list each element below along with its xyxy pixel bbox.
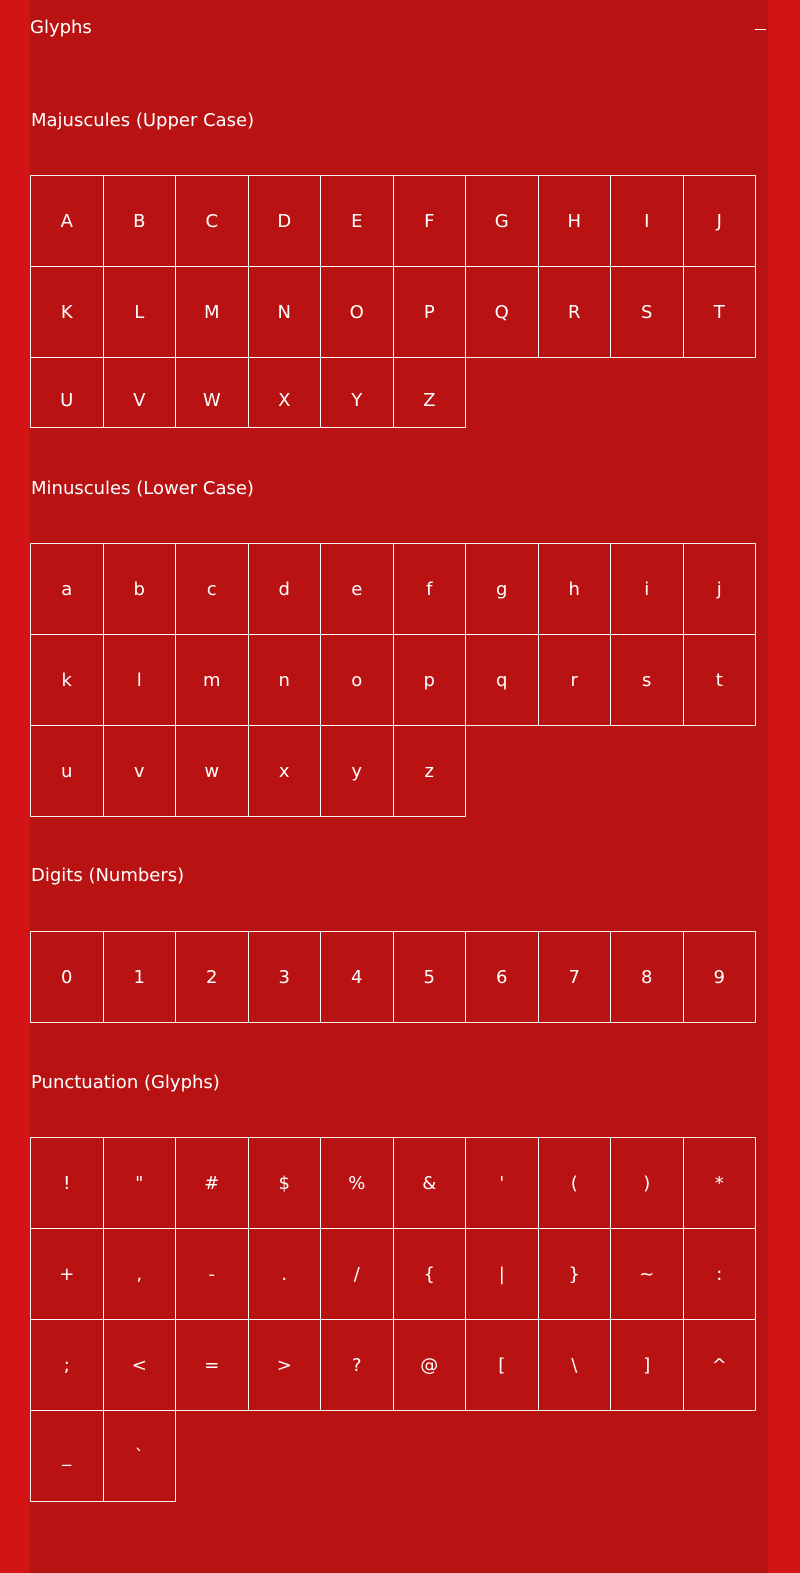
glyph-cell[interactable] <box>103 357 177 428</box>
glyph-char: | <box>498 1263 505 1285</box>
glyph-cell[interactable] <box>683 175 757 267</box>
glyph-cell[interactable] <box>393 634 467 726</box>
glyph-cell[interactable] <box>175 1228 249 1320</box>
glyph-char: Y <box>351 390 363 411</box>
glyph-cell[interactable] <box>393 1228 467 1320</box>
glyph-char: z <box>424 760 434 782</box>
glyph-cell[interactable] <box>393 266 467 358</box>
glyph-cell[interactable] <box>465 634 539 726</box>
glyph-cell[interactable] <box>465 543 539 635</box>
glyph-cell[interactable] <box>320 1137 394 1229</box>
glyph-char: 1 <box>133 966 145 988</box>
glyph-cell[interactable] <box>610 543 684 635</box>
glyph-char: & <box>422 1172 437 1194</box>
glyph-cell[interactable] <box>175 543 249 635</box>
glyph-cell[interactable] <box>465 1228 539 1320</box>
glyph-cell[interactable] <box>248 931 322 1023</box>
glyph-cell[interactable] <box>103 634 177 726</box>
section-heading-majuscules: Majuscules (Upper Case) <box>31 110 255 131</box>
glyph-char: ( <box>570 1172 578 1194</box>
glyph-cell[interactable] <box>30 175 104 267</box>
glyph-cell[interactable] <box>683 634 757 726</box>
glyph-cell[interactable] <box>538 1228 612 1320</box>
minimize-button[interactable] <box>752 14 768 42</box>
glyph-grid-punctuation <box>30 1137 755 1501</box>
glyph-cell[interactable] <box>320 725 394 817</box>
glyph-char: F <box>424 210 435 232</box>
glyph-char: 2 <box>206 966 218 988</box>
glyph-cell[interactable] <box>175 931 249 1023</box>
glyph-char: ; <box>63 1354 70 1376</box>
glyph-char: 8 <box>641 966 653 988</box>
glyph-char: u <box>61 760 73 782</box>
glyph-cell[interactable] <box>683 266 757 358</box>
glyph-cell[interactable] <box>30 1137 104 1229</box>
glyph-grid-minuscules <box>30 543 755 816</box>
glyph-cell[interactable] <box>175 175 249 267</box>
glyph-char: _ <box>62 1445 72 1467</box>
glyph-cell[interactable] <box>103 266 177 358</box>
glyph-grid-majuscules <box>30 175 755 448</box>
glyph-char: 9 <box>713 966 725 988</box>
panel-title: Glyphs <box>30 17 92 38</box>
section-heading-minuscules: Minuscules (Lower Case) <box>31 478 254 499</box>
glyph-char: . <box>281 1263 288 1285</box>
glyph-char: w <box>204 760 220 782</box>
glyph-char: M <box>203 301 220 323</box>
glyph-char: n <box>278 669 290 691</box>
glyph-char: O <box>349 301 364 323</box>
glyph-cell[interactable] <box>248 1319 322 1411</box>
glyph-char: < <box>131 1354 147 1376</box>
glyph-cell[interactable] <box>320 1228 394 1320</box>
glyph-char: > <box>276 1354 292 1376</box>
glyph-cell[interactable] <box>683 543 757 635</box>
glyph-char: 0 <box>61 966 73 988</box>
glyph-char: g <box>496 578 508 600</box>
glyph-char: K <box>60 301 73 323</box>
glyph-cell[interactable] <box>683 1137 757 1229</box>
glyph-cell[interactable] <box>175 725 249 817</box>
glyph-char: % <box>348 1172 366 1194</box>
glyph-char: 6 <box>496 966 508 988</box>
glyph-cell[interactable] <box>320 357 394 428</box>
glyph-char: J <box>716 210 722 232</box>
glyph-char: H <box>567 210 582 232</box>
glyph-cell[interactable] <box>103 725 177 817</box>
glyph-cell[interactable] <box>320 543 394 635</box>
glyph-cell[interactable] <box>393 931 467 1023</box>
glyph-cell[interactable] <box>30 931 104 1023</box>
right-edge-strip <box>768 0 800 1573</box>
glyph-cell[interactable] <box>248 725 322 817</box>
glyph-cell[interactable] <box>393 1319 467 1411</box>
glyph-cell[interactable] <box>393 1137 467 1229</box>
glyph-char: h <box>568 578 580 600</box>
glyphs-panel <box>30 0 768 1573</box>
glyph-cell[interactable] <box>465 1319 539 1411</box>
glyph-cell[interactable] <box>465 175 539 267</box>
glyph-cell[interactable] <box>175 357 249 428</box>
glyph-char: } <box>568 1263 580 1285</box>
glyph-char: ) <box>643 1172 651 1194</box>
title-bar <box>30 0 768 58</box>
glyph-cell[interactable] <box>175 266 249 358</box>
glyph-char: x <box>278 760 290 782</box>
glyph-cell[interactable] <box>320 266 394 358</box>
glyph-cell[interactable] <box>248 1228 322 1320</box>
glyph-cell[interactable] <box>610 634 684 726</box>
glyph-cell[interactable] <box>538 931 612 1023</box>
glyph-cell[interactable] <box>103 543 177 635</box>
glyph-char: P <box>423 301 435 323</box>
glyph-char: ! <box>63 1172 71 1194</box>
glyph-cell[interactable] <box>683 931 757 1023</box>
glyph-char: d <box>278 578 290 600</box>
glyph-char: A <box>60 210 73 232</box>
glyph-cell[interactable] <box>538 634 612 726</box>
glyph-cell[interactable] <box>175 634 249 726</box>
glyph-char: C <box>205 210 219 232</box>
glyph-char: p <box>423 669 435 691</box>
glyph-char: W <box>202 390 221 411</box>
glyph-cell[interactable] <box>30 543 104 635</box>
glyph-cell[interactable] <box>30 1228 104 1320</box>
glyph-char: # <box>204 1172 220 1194</box>
glyph-char: L <box>134 301 145 323</box>
glyph-cell[interactable] <box>103 1137 177 1229</box>
glyph-cell[interactable] <box>103 175 177 267</box>
glyph-cell[interactable] <box>538 543 612 635</box>
glyph-cell[interactable] <box>30 1410 104 1502</box>
glyph-char: f <box>426 578 433 600</box>
glyph-char: \ <box>571 1354 578 1376</box>
glyph-cell[interactable] <box>248 634 322 726</box>
glyph-cell[interactable] <box>610 1319 684 1411</box>
glyph-cell[interactable] <box>30 634 104 726</box>
glyph-char: j <box>716 578 722 600</box>
glyph-cell[interactable] <box>610 1137 684 1229</box>
glyph-cell[interactable] <box>610 931 684 1023</box>
glyph-char: S <box>641 301 653 323</box>
glyph-char: ^ <box>711 1354 727 1376</box>
glyph-char: V <box>133 390 146 411</box>
glyph-char: / <box>353 1263 360 1285</box>
glyph-cell[interactable] <box>320 634 394 726</box>
glyph-cell[interactable] <box>248 543 322 635</box>
glyph-char: Q <box>494 301 509 323</box>
glyph-char: 3 <box>278 966 290 988</box>
glyph-char: r <box>570 669 578 691</box>
glyph-cell[interactable] <box>103 931 177 1023</box>
section-heading-digits: Digits (Numbers) <box>31 865 185 886</box>
glyph-char: b <box>133 578 145 600</box>
glyph-char: m <box>202 669 221 691</box>
glyph-char: + <box>59 1263 75 1285</box>
glyph-cell[interactable] <box>103 1410 177 1502</box>
glyph-cell[interactable] <box>30 266 104 358</box>
glyph-cell[interactable] <box>30 725 104 817</box>
glyph-char: 4 <box>351 966 363 988</box>
glyph-char: ~ <box>639 1263 655 1285</box>
glyph-cell[interactable] <box>30 357 104 428</box>
glyph-char: Z <box>423 390 436 411</box>
glyph-cell[interactable] <box>683 1319 757 1411</box>
glyph-char: U <box>60 390 74 411</box>
glyph-cell[interactable] <box>175 1137 249 1229</box>
glyph-cell[interactable] <box>465 931 539 1023</box>
glyph-cell[interactable] <box>538 1319 612 1411</box>
glyph-char: a <box>61 578 73 600</box>
glyph-cell[interactable] <box>610 1228 684 1320</box>
glyph-char: 7 <box>568 966 580 988</box>
glyph-char: * <box>714 1172 724 1194</box>
glyph-cell[interactable] <box>103 1228 177 1320</box>
glyph-char: , <box>136 1263 143 1285</box>
glyph-cell[interactable] <box>465 1137 539 1229</box>
glyph-cell[interactable] <box>175 1319 249 1411</box>
glyph-char: v <box>133 760 145 782</box>
glyph-cell[interactable] <box>393 725 467 817</box>
glyph-char: I <box>644 210 650 232</box>
glyph-char: B <box>133 210 146 232</box>
glyph-cell[interactable] <box>320 1319 394 1411</box>
glyph-char: s <box>642 669 652 691</box>
glyph-cell[interactable] <box>538 175 612 267</box>
glyph-char: ] <box>643 1354 651 1376</box>
glyph-char: l <box>136 669 142 691</box>
glyph-char: T <box>713 301 725 323</box>
glyph-char: ` <box>134 1445 144 1467</box>
glyph-cell[interactable] <box>683 1228 757 1320</box>
glyph-cell[interactable] <box>538 266 612 358</box>
glyph-char: k <box>61 669 72 691</box>
glyph-char: G <box>494 210 509 232</box>
glyph-cell[interactable] <box>538 1137 612 1229</box>
glyph-cell[interactable] <box>320 175 394 267</box>
section-heading-punctuation: Punctuation (Glyphs) <box>31 1072 220 1093</box>
glyph-grid-digits <box>30 931 755 1022</box>
glyph-cell[interactable] <box>248 357 322 428</box>
glyph-char: o <box>351 669 363 691</box>
glyph-char: i <box>644 578 650 600</box>
glyph-char: 5 <box>423 966 435 988</box>
glyph-char: [ <box>498 1354 506 1376</box>
glyph-cell[interactable] <box>248 175 322 267</box>
glyph-char: y <box>351 760 363 782</box>
glyph-cell[interactable] <box>465 266 539 358</box>
glyph-char: e <box>351 578 363 600</box>
glyph-cell[interactable] <box>610 175 684 267</box>
glyph-char: $ <box>278 1172 290 1194</box>
glyph-cell[interactable] <box>393 175 467 267</box>
glyph-cell[interactable] <box>393 543 467 635</box>
glyph-char: - <box>208 1263 215 1285</box>
glyph-char: = <box>204 1354 220 1376</box>
glyph-cell[interactable] <box>103 1319 177 1411</box>
glyph-char: ? <box>351 1354 362 1376</box>
glyph-cell[interactable] <box>610 266 684 358</box>
glyph-cell[interactable] <box>248 266 322 358</box>
glyph-char: { <box>423 1263 435 1285</box>
glyph-cell[interactable] <box>248 1137 322 1229</box>
glyph-cell[interactable] <box>393 357 467 428</box>
glyph-char: c <box>206 578 217 600</box>
glyph-char: " <box>135 1172 144 1194</box>
glyph-char: D <box>277 210 292 232</box>
glyph-char: N <box>277 301 291 323</box>
glyph-char: X <box>278 390 291 411</box>
glyph-char: ' <box>499 1172 505 1194</box>
glyph-char: : <box>716 1263 723 1285</box>
glyph-char: @ <box>420 1354 439 1376</box>
glyph-char: t <box>715 669 723 691</box>
glyph-cell[interactable] <box>320 931 394 1023</box>
glyph-char: q <box>496 669 508 691</box>
glyph-cell[interactable] <box>30 1319 104 1411</box>
glyph-char: R <box>567 301 581 323</box>
glyph-char: E <box>351 210 363 232</box>
